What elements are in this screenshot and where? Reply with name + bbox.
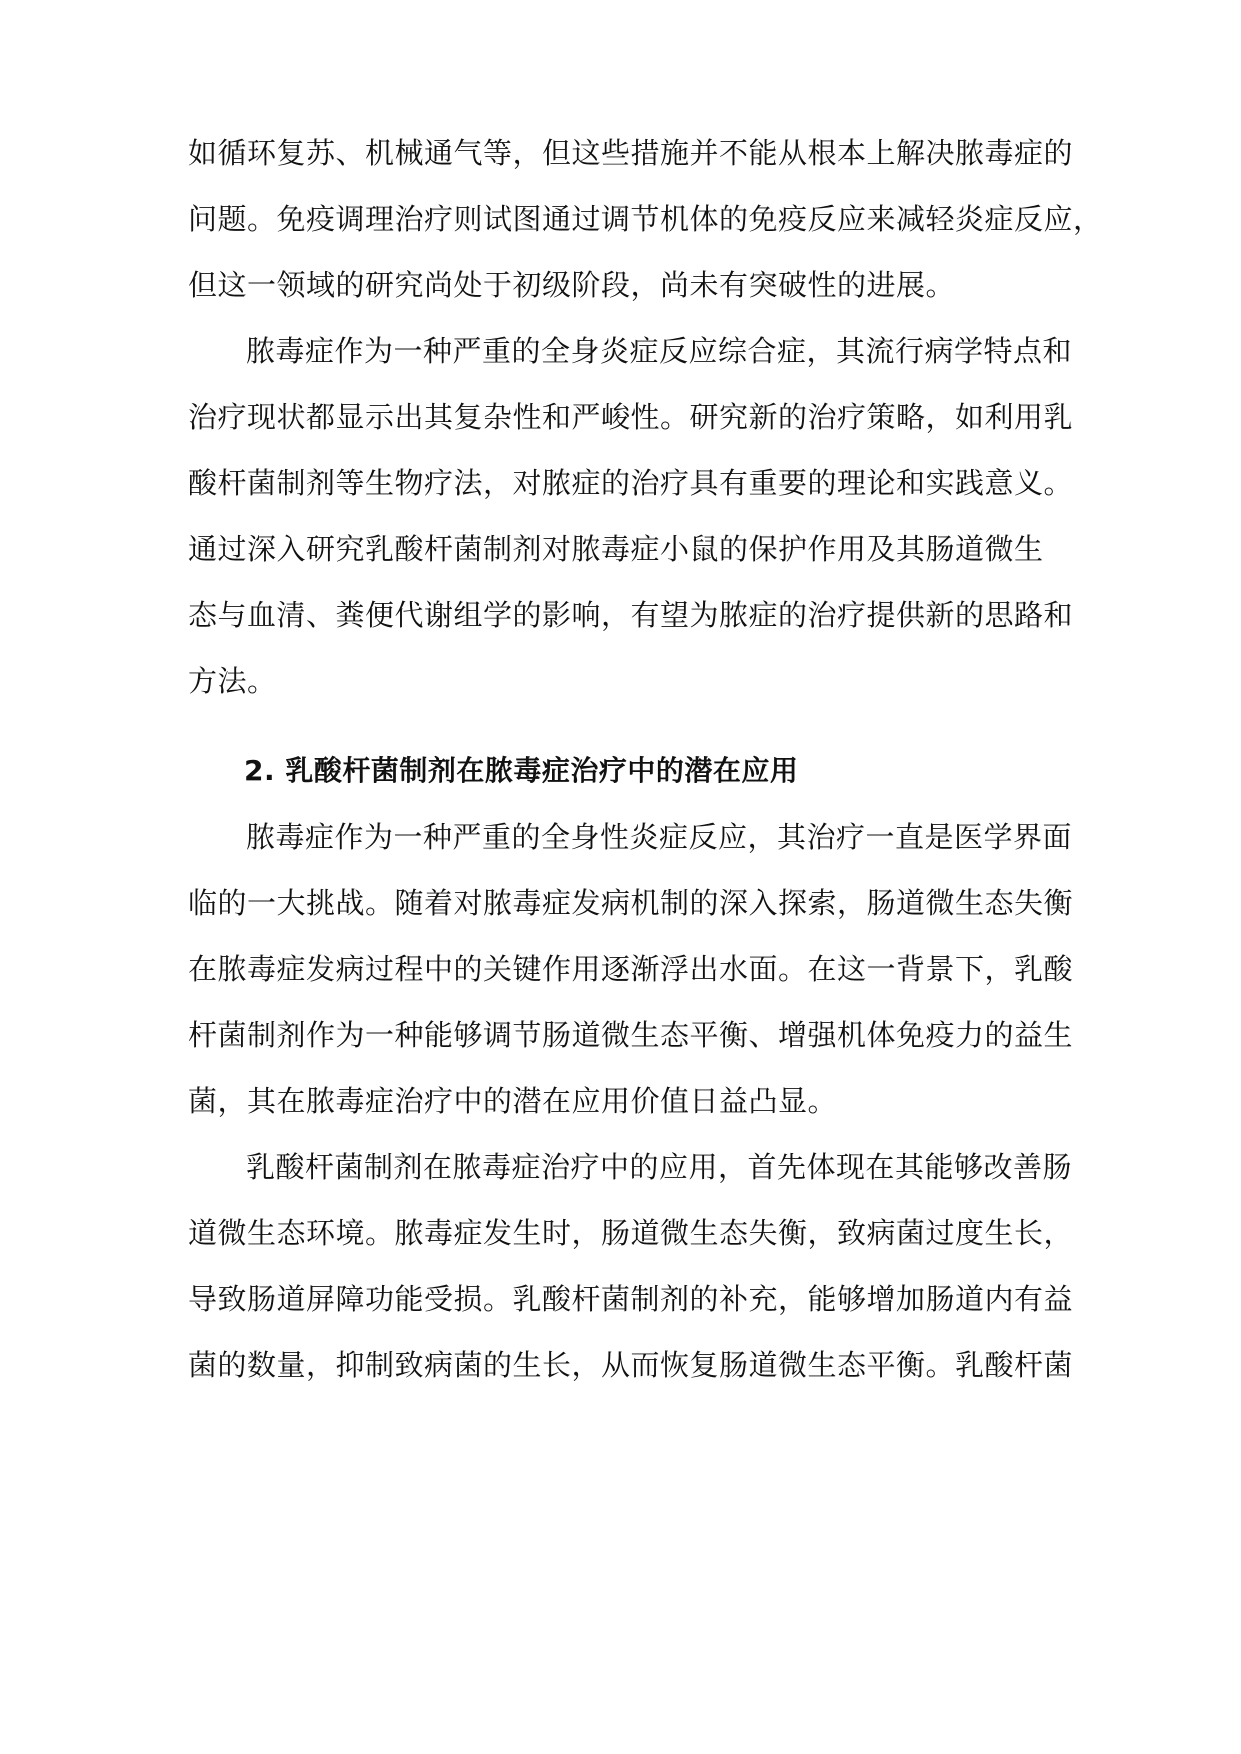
paragraph-1-line-3: 但这一领域的研究尚处于初级阶段，尚未有突破性的进展。 [188,268,956,302]
paragraph-2-line-1: 脓毒症作为一种严重的全身炎症反应综合症，其流行病学特点和 [246,334,1073,368]
paragraph-1-line-1: 如循环复苏、机械通气等，但这些措施并不能从根本上解决脓毒症的 [188,136,1074,170]
paragraph-1-line-2: 问题。免疫调理治疗则试图通过调节机体的免疫反应来减轻炎症反应， [188,202,1103,236]
paragraph-3-line-1: 脓毒症作为一种严重的全身性炎症反应，其治疗一直是医学界面 [246,820,1073,854]
paragraph-4-line-4: 菌的数量，抑制致病菌的生长，从而恢复肠道微生态平衡。乳酸杆菌 [188,1348,1074,1382]
paragraph-3-line-3: 在脓毒症发病过程中的关键作用逐渐浮出水面。在这一背景下，乳酸 [188,952,1074,986]
section-heading: 2. 乳酸杆菌制剂在脓毒症治疗中的潜在应用 [244,754,799,787]
paragraph-2-line-5: 态与血清、粪便代谢组学的影响，有望为脓症的治疗提供新的思路和 [188,598,1074,632]
paragraph-2-line-6: 方法。 [188,664,277,698]
paragraph-3-line-5: 菌，其在脓毒症治疗中的潜在应用价值日益凸显。 [188,1084,838,1118]
paragraph-2-line-3: 酸杆菌制剂等生物疗法，对脓症的治疗具有重要的理论和实践意义。 [188,466,1074,500]
paragraph-2-line-2: 治疗现状都显示出其复杂性和严峻性。研究新的治疗策略，如利用乳 [188,400,1074,434]
paragraph-2-line-4: 通过深入研究乳酸杆菌制剂对脓毒症小鼠的保护作用及其肠道微生 [188,532,1044,566]
paragraph-4-line-3: 导致肠道屏障功能受损。乳酸杆菌制剂的补充，能够增加肠道内有益 [188,1282,1074,1316]
paragraph-3-line-2: 临的一大挑战。随着对脓毒症发病机制的深入探索，肠道微生态失衡 [188,886,1074,920]
paragraph-4-line-1: 乳酸杆菌制剂在脓毒症治疗中的应用，首先体现在其能够改善肠 [246,1150,1073,1184]
paragraph-3-line-4: 杆菌制剂作为一种能够调节肠道微生态平衡、增强机体免疫力的益生 [188,1018,1074,1052]
paragraph-4-line-2: 道微生态环境。脓毒症发生时，肠道微生态失衡，致病菌过度生长， [188,1216,1074,1250]
